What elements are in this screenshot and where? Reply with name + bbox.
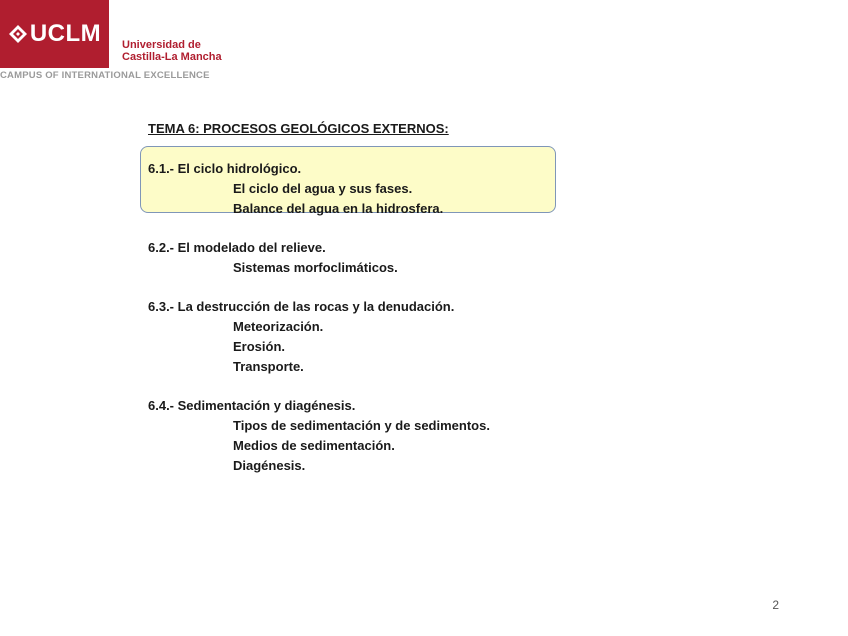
section-6-4: [148, 396, 708, 476]
university-line-1: Universidad de: [122, 39, 201, 51]
university-name: [122, 39, 222, 63]
logo-mark: [8, 20, 101, 48]
diamond-emblem-icon: [8, 24, 28, 44]
campus-tagline: CAMPUS OF INTERNATIONAL EXCELLENCE: [0, 70, 210, 81]
slide-content: [148, 121, 708, 495]
section-item: Balance del agua en la hidrosfera.: [233, 201, 444, 216]
university-line-2: Castilla-La Mancha: [122, 51, 222, 63]
section-6-1: [148, 159, 708, 219]
section-item: Diagénesis.: [233, 458, 306, 473]
section-item: Sistemas morfoclimáticos.: [233, 260, 398, 275]
slide-title: TEMA 6: PROCESOS GEOLÓGICOS EXTERNOS:: [148, 121, 449, 136]
section-item: Meteorización.: [233, 319, 324, 334]
uclm-logo: [0, 0, 109, 68]
section-item: El ciclo del agua y sus fases.: [233, 181, 413, 196]
page-number: 2: [772, 598, 779, 612]
section-item: Tipos de sedimentación y de sedimentos.: [233, 418, 490, 433]
section-6-2: [148, 238, 708, 278]
section-heading: 6.4.- Sedimentación y diagénesis.: [148, 398, 356, 413]
section-heading: 6.2.- El modelado del relieve.: [148, 240, 326, 255]
section-6-3: [148, 297, 708, 377]
section-item: Medios de sedimentación.: [233, 438, 395, 453]
logo-text: UCLM: [29, 20, 102, 47]
section-item: Transporte.: [233, 359, 304, 374]
section-heading: 6.1.- El ciclo hidrológico.: [148, 161, 302, 176]
section-item: Erosión.: [233, 339, 286, 354]
section-heading: 6.3.- La destrucción de las rocas y la denudación.: [148, 299, 455, 314]
